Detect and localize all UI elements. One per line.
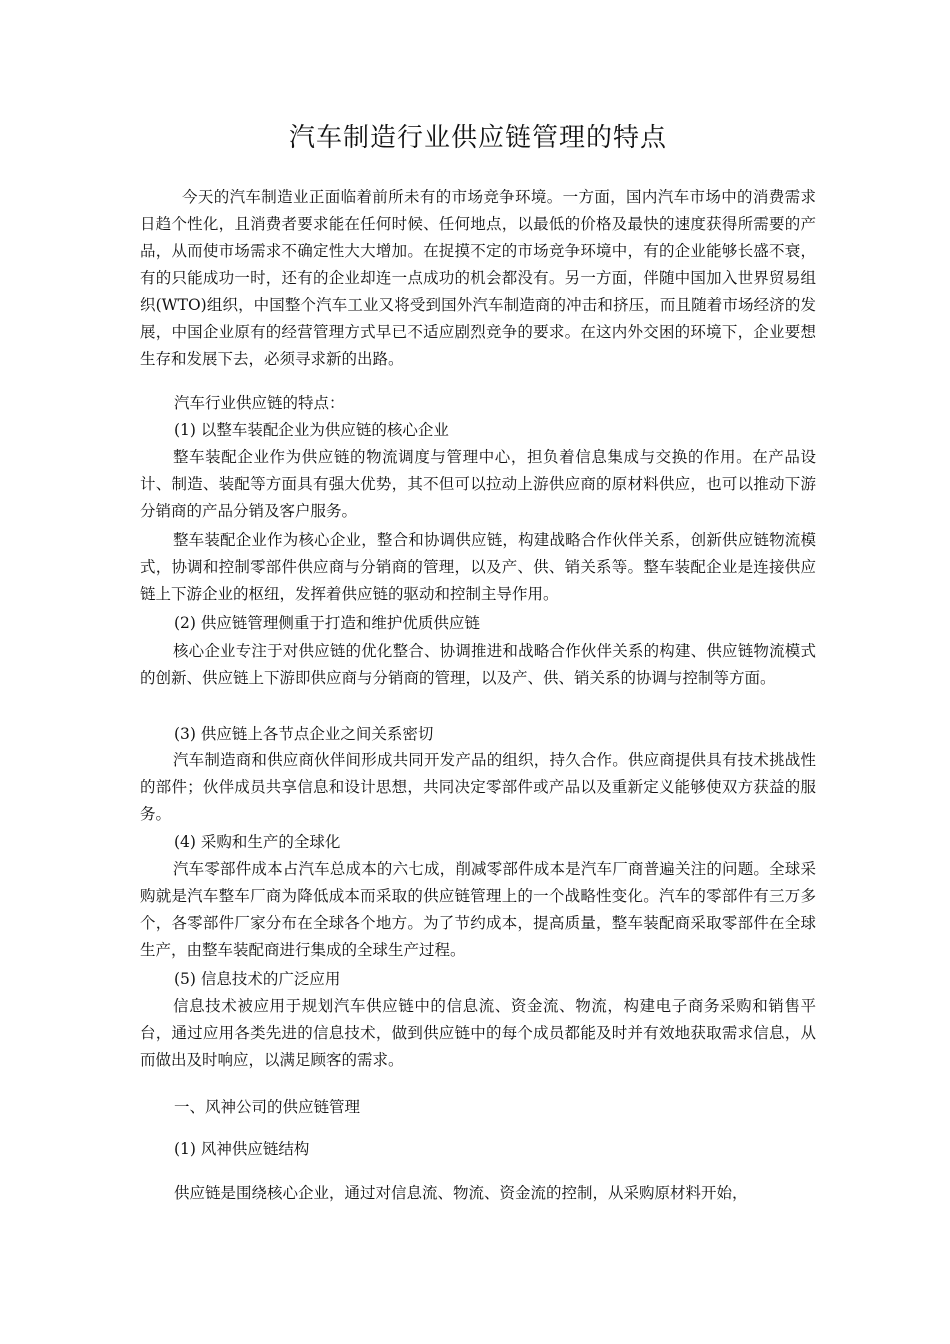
feature-2-paragraph-1: 核心企业专注于对供应链的优化整合、协调推进和战略合作伙伴关系的构建、供应链物流模式的创新、供应链上下游即供应商与分销商的管理，以及产、供、销关系的协调与控制等方面。 — [140, 642, 816, 687]
feature-1-heading: (1) 以整车装配企业为供应链的核心企业 — [174, 421, 449, 439]
feature-1-paragraph-1: 整车装配企业作为供应链的物流调度与管理中心，担负着信息集成与交换的作用。在产品设计、制造、装配等方面具有强大优势，其不但可以拉动上游供应商的原材料供应，也可以推动下游分销商的产品分销及客户服务。 — [140, 448, 816, 520]
feature-3-paragraph-1: 汽车制造商和供应商伙伴间形成共同开发产品的组织，持久合作。供应商提供具有技术挑战性的部件；伙伴成员共享信息和设计思想，共同决定零部件或产品以及重新定义能够使双方获益的服务。 — [140, 751, 816, 823]
subsection-heading: (1) 风神供应链结构 — [174, 1140, 310, 1158]
feature-1-paragraph-2: 整车装配企业作为核心企业，整合和协调供应链，构建战略合作伙伴关系，创新供应链物流模式，协调和控制零部件供应商与分销商的管理，以及产、供、销关系等。整车装配企业是连接供应链上下游企业的枢纽，发挥着供应链的驱动和控制主导作用。 — [140, 531, 816, 603]
document-title: 汽车制造行业供应链管理的特点 — [288, 123, 667, 153]
feature-3-heading: (3) 供应链上各节点企业之间关系密切 — [174, 725, 434, 743]
feature-4-heading: (4) 采购和生产的全球化 — [174, 833, 341, 851]
feature-5-heading: (5) 信息技术的广泛应用 — [174, 970, 341, 988]
feature-2-heading: (2) 供应链管理侧重于打造和维护优质供应链 — [174, 614, 480, 632]
features-heading: 汽车行业供应链的特点： — [174, 394, 345, 412]
last-paragraph: 供应链是围绕核心企业，通过对信息流、物流、资金流的控制，从采购原材料开始， — [174, 1184, 748, 1202]
intro-paragraph: 今天的汽车制造业正面临着前所未有的市场竞争环境。一方面，国内汽车市场中的消费需求日趋个性化，且消费者要求能在任何时候、任何地点，以最低的价格及最快的速度获得所需要的产品，从而使市场需求不确定性大大增加。在捉摸不定的市场竞争环境中，有的企业能够长盛不衰，有的只能成功一时，还有的企业却连一点成功的机会都没有。另一方面，伴随中国加入世界贸易组织(WTO)组织，中国整个汽车工业又将受到国外汽车制造商的冲击和挤压，而且随着市场经济的发展，中国企业原有的经营管理方式早已不适应剧烈竞争的要求。在这内外交困的环境下，企业要想生存和发展下去，必须寻求新的出路。 — [140, 188, 816, 368]
feature-5-paragraph-1: 信息技术被应用于规划汽车供应链中的信息流、资金流、物流，构建电子商务采购和销售平台，通过应用各类先进的信息技术，做到供应链中的每个成员都能及时并有效地获取需求信息，从而做出及时响应，以满足顾客的需求。 — [140, 997, 816, 1069]
section-heading: 一、风神公司的供应链管理 — [174, 1098, 361, 1116]
feature-4-paragraph-1: 汽车零部件成本占汽车总成本的六七成，削减零部件成本是汽车厂商普遍关注的问题。全球采购就是汽车整车厂商为降低成本而采取的供应链管理上的一个战略性变化。汽车的零部件有三万多个，各零部件厂家分布在全球各个地方。为了节约成本，提高质量，整车装配商采取零部件在全球生产，由整车装配商进行集成的全球生产过程。 — [140, 860, 816, 959]
